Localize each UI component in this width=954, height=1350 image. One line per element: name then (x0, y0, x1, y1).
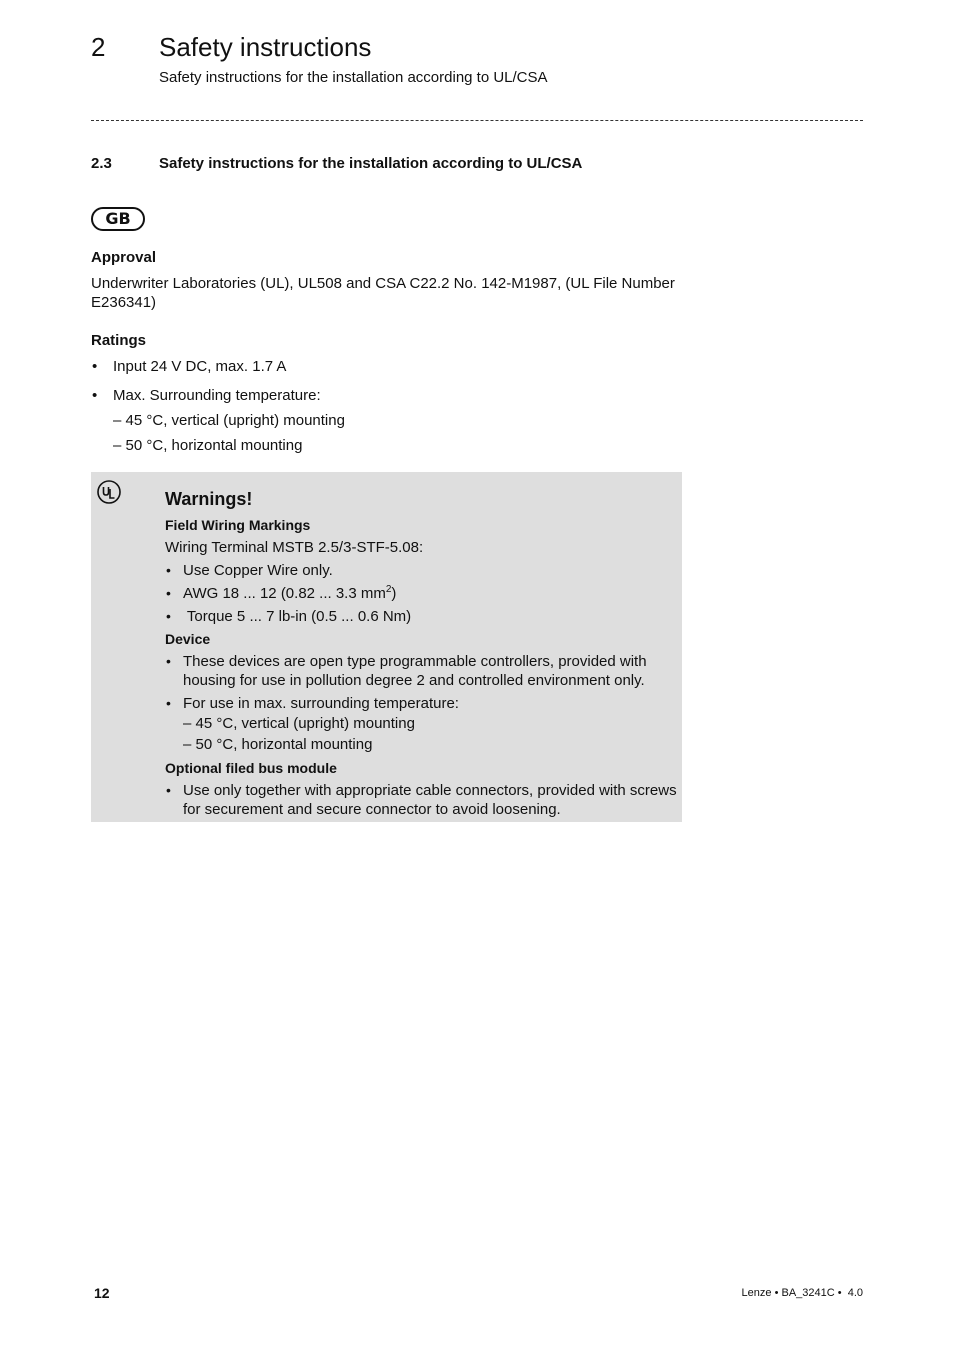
field-wiring-item-copper: Use Copper Wire only. (183, 562, 333, 579)
bullet-marker: • (166, 782, 171, 798)
language-badge: GB (91, 207, 145, 231)
ul-mark-icon (97, 480, 121, 504)
device-item-open-type: These devices are open type programmable controllers, provided with housing for use in pollution degree 2 and controlled environment only. (183, 653, 647, 689)
bullet-marker: • (166, 585, 171, 601)
bus-module-heading: Optional filed bus module (165, 760, 337, 776)
chapter-title: Safety instructions (159, 32, 372, 62)
ratings-item-temperature: Max. Surrounding temperature: (113, 387, 321, 404)
device-heading: Device (165, 631, 211, 647)
bullet-marker: • (166, 653, 171, 669)
field-wiring-intro: Wiring Terminal MSTB 2.5/3-STF-5.08: (165, 539, 424, 556)
device-subitem-horizontal: – 50 °C, horizontal mounting (183, 736, 373, 753)
warning-title: Warnings! (165, 489, 253, 509)
approval-heading: Approval (91, 249, 157, 266)
ratings-item-input: Input 24 V DC, max. 1.7 A (113, 358, 287, 375)
field-wiring-item-torque: Torque 5 ... 7 lb-in (0.5 ... 0.6 Nm) (183, 608, 412, 625)
ratings-heading: Ratings (91, 332, 147, 349)
section-number: 2.3 (91, 155, 112, 172)
section-title: Safety instructions for the installation according to UL/CSA (159, 155, 583, 172)
field-wiring-item-awg (183, 584, 396, 603)
bullet-marker: • (166, 562, 171, 578)
ratings-subitem-horizontal: – 50 °C, horizontal mounting (113, 437, 303, 454)
bullet-marker: • (92, 387, 98, 404)
bus-module-item-connectors: Use only together with appropriate cable connectors, provided with screws for securement and secure connector to avoid loosening. (183, 782, 677, 818)
field-wiring-heading: Field Wiring Markings (165, 517, 311, 533)
device-subitem-vertical: – 45 °C, vertical (upright) mounting (183, 715, 415, 732)
bullet-marker: • (92, 358, 98, 375)
awg-text-end: ) (391, 585, 397, 602)
approval-text: Underwriter Laboratories (UL), UL508 and CSA C22.2 No. 142-M1987, (UL File Number E236341) (91, 275, 675, 311)
chapter-subtitle: Safety instructions for the installation according to UL/CSA (159, 69, 548, 86)
bullet-marker: • (166, 608, 171, 624)
chapter-number: 2 (91, 32, 106, 62)
page-number: 12 (94, 1285, 110, 1301)
awg-superscript: 2 (385, 584, 392, 595)
document-reference: Lenze • BA_3241C • 4.0 (741, 1287, 863, 1299)
ratings-subitem-vertical: – 45 °C, vertical (upright) mounting (113, 412, 345, 429)
bullet-marker: • (166, 695, 171, 711)
awg-text: AWG 18 ... 12 (0.82 ... 3.3 mm (183, 585, 386, 602)
device-item-temperature: For use in max. surrounding temperature: (183, 695, 459, 712)
dashed-divider (91, 120, 863, 121)
